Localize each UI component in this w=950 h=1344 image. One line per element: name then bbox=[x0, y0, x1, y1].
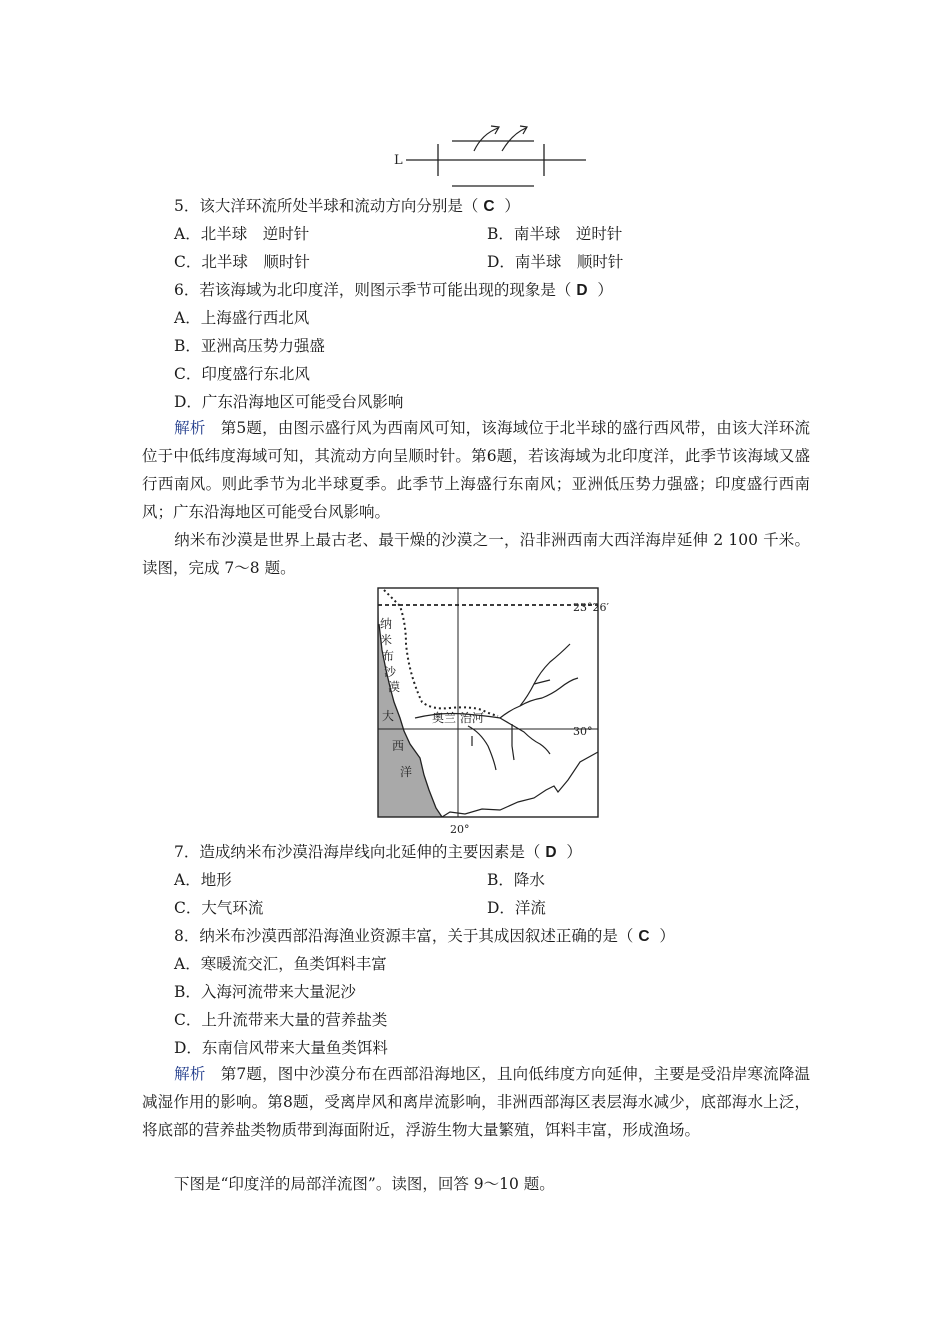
question-6-answer: D bbox=[576, 282, 588, 299]
question-5-answer: C bbox=[483, 198, 495, 215]
ocean-char-1: 大 bbox=[382, 709, 395, 723]
question-8-option-c: C．上升流带来大量的营养盐类 bbox=[174, 1011, 388, 1029]
question-7-option-c: C．大气环流 bbox=[174, 899, 264, 917]
analysis-5-6: 解析 第5题，由图示盛行风为西南风可知，该海域位于北半球的盛行西风带，由该大洋环流位于中低纬度海域可知，其流动方向呈顺时针。第6题，若该海域为北印度洋，此季节该海域又盛行西南风。则此季节为北半球夏季。此季节上海盛行东南风；亚洲低压势力强盛；印度盛行西南风；广东沿海地区可能受台风影响。 bbox=[142, 419, 810, 521]
desert-boundary bbox=[384, 590, 498, 716]
question-7-option-a: A．地形 bbox=[174, 871, 232, 889]
desert-char-5: 漠 bbox=[388, 680, 401, 694]
wind-arrow-1 bbox=[474, 128, 498, 151]
question-5-option-b: B．南半球 逆时针 bbox=[487, 225, 623, 243]
question-5-option-a: A．北半球 逆时针 bbox=[174, 225, 310, 243]
analysis-7-8: 解析 第7题，图中沙漠分布在西部沿海地区，且向低纬度方向延伸，主要是受沿岸寒流降温减湿作用的影响。第8题，受离岸风和离岸流影响，非洲西部海区表层海水减少，底部海水上泛，将底部的营养盐类物质带到海面附近，浮游生物大量繁殖，饵料丰富，形成渔场。 bbox=[142, 1065, 810, 1139]
analysis-label: 解析 bbox=[174, 1065, 206, 1083]
wind-arrow-2 bbox=[502, 128, 526, 151]
question-8-option-a: A．寒暖流交汇，鱼类饵料丰富 bbox=[174, 955, 387, 973]
question-6-option-a: A．上海盛行西北风 bbox=[174, 309, 310, 327]
namib-map bbox=[370, 584, 610, 836]
desert-char-4: 沙 bbox=[384, 665, 397, 679]
intro-7-8: 纳米布沙漠是世界上最古老、最干燥的沙漠之一，沿非洲西南大西洋海岸延伸 2 100 千米。读图，完成 7～8 题。 bbox=[142, 531, 810, 577]
desert-char-2: 米 bbox=[380, 633, 393, 647]
question-5-option-c: C．北半球 顺时针 bbox=[174, 253, 310, 271]
question-7-stem: 7．造成纳米布沙漠沿海岸线向北延伸的主要因素是（ D ） bbox=[174, 843, 582, 861]
desert-char-1: 纳 bbox=[380, 617, 393, 631]
river-label: 奥兰 治河 bbox=[432, 711, 484, 725]
question-5-stem: 5．该大洋环流所处半球和流动方向分别是（ C ） bbox=[174, 197, 520, 215]
lat-tropic-label: 23°26′ bbox=[573, 601, 609, 614]
question-6-option-d: D．广东沿海地区可能受台风影响 bbox=[174, 393, 404, 411]
question-8-option-b: B．入海河流带来大量泥沙 bbox=[174, 983, 356, 1001]
ocean-char-2: 西 bbox=[392, 739, 405, 753]
ocean-char-3: 洋 bbox=[400, 765, 413, 779]
lat-30-label: 30° bbox=[573, 725, 593, 738]
diagram-label-l: L bbox=[394, 153, 403, 168]
question-7-answer: D bbox=[545, 844, 557, 861]
intro-9-10: 下图是“印度洋的局部洋流图”。读图，回答 9～10 题。 bbox=[174, 1175, 555, 1193]
south-coastline bbox=[442, 752, 598, 817]
question-8-option-d: D．东南信风带来大量鱼类饵料 bbox=[174, 1039, 388, 1057]
desert-char-3: 布 bbox=[382, 649, 395, 663]
lon-20-label: 20° bbox=[450, 823, 470, 836]
question-8-answer: C bbox=[638, 928, 650, 945]
analysis-label: 解析 bbox=[174, 419, 206, 437]
question-6-stem: 6．若该海域为北印度洋，则图示季节可能出现的现象是（ D ） bbox=[174, 281, 613, 299]
question-7-option-d: D．洋流 bbox=[487, 899, 546, 917]
question-8-stem: 8．纳米布沙漠西部沿海渔业资源丰富，关于其成因叙述正确的是（ C ） bbox=[174, 927, 675, 945]
question-5-option-d: D．南半球 顺时针 bbox=[487, 253, 624, 271]
question-7-option-b: B．降水 bbox=[487, 871, 545, 889]
question-6-option-b: B．亚洲高压势力强盛 bbox=[174, 337, 325, 355]
question-6-option-c: C．印度盛行东北风 bbox=[174, 365, 310, 383]
current-diagram bbox=[390, 118, 600, 190]
